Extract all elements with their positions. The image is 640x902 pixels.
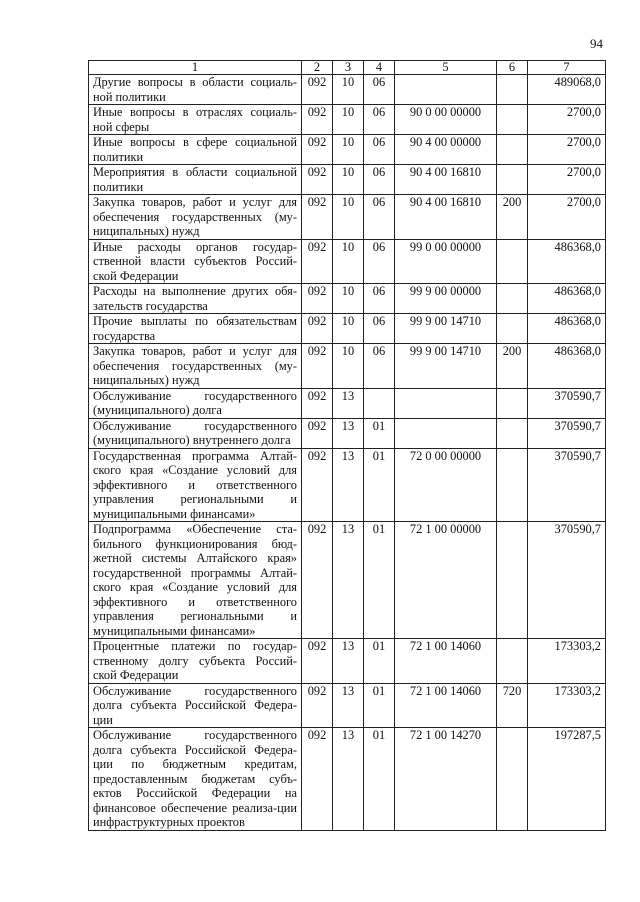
target-article-cell: 90 4 00 16810 [395,195,497,240]
column-header-2: 2 [302,61,333,75]
section-code-cell: 13 [333,683,364,728]
target-article-cell: 90 4 00 00000 [395,135,497,165]
column-header-3: 3 [333,61,364,75]
admin-code-cell: 092 [302,135,333,165]
section-code-cell: 10 [333,165,364,195]
section-code-cell: 10 [333,75,364,105]
subsection-code-cell: 01 [364,728,395,831]
amount-cell: 173303,2 [528,683,606,728]
subsection-code-cell: 06 [364,165,395,195]
section-code-cell: 13 [333,448,364,522]
expense-name-cell: Иные вопросы в сфере социальной политики [89,135,302,165]
section-code-cell: 10 [333,239,364,284]
subsection-code-cell: 06 [364,75,395,105]
budget-table [88,60,606,831]
table-row [89,314,606,344]
expense-type-cell [497,418,528,448]
amount-cell: 486368,0 [528,314,606,344]
table-row [89,75,606,105]
subsection-code-cell: 01 [364,683,395,728]
subsection-code-cell: 06 [364,239,395,284]
subsection-code-cell: 06 [364,344,395,389]
expense-type-cell [497,239,528,284]
subsection-code-cell: 01 [364,418,395,448]
expense-type-cell [497,388,528,418]
subsection-code-cell: 01 [364,522,395,639]
admin-code-cell: 092 [302,344,333,389]
expense-type-cell [497,728,528,831]
table-row [89,239,606,284]
section-code-cell: 13 [333,639,364,684]
subsection-code-cell: 06 [364,284,395,314]
target-article-cell: 99 9 00 00000 [395,284,497,314]
expense-name-cell: Государственная программа Алтай-ского края «Создание условий для эффективного и ответственного управления региональными и муниципальными финансами» [89,448,302,522]
admin-code-cell: 092 [302,75,333,105]
target-article-cell: 72 1 00 14060 [395,639,497,684]
section-code-cell: 13 [333,728,364,831]
section-code-cell: 13 [333,388,364,418]
expense-type-cell [497,284,528,314]
expense-type-cell: 200 [497,195,528,240]
expense-name-cell: Обслуживание государственного (муниципального) внутреннего долга [89,418,302,448]
table-row [89,448,606,522]
expense-type-cell [497,135,528,165]
amount-cell: 370590,7 [528,418,606,448]
admin-code-cell: 092 [302,239,333,284]
amount-cell: 370590,7 [528,388,606,418]
admin-code-cell: 092 [302,639,333,684]
expense-type-cell: 200 [497,344,528,389]
amount-cell: 486368,0 [528,239,606,284]
target-article-cell: 99 9 00 14710 [395,314,497,344]
amount-cell: 173303,2 [528,639,606,684]
subsection-code-cell [364,388,395,418]
table-body [89,75,606,831]
table-row [89,639,606,684]
table-header [89,61,606,75]
admin-code-cell: 092 [302,105,333,135]
expense-type-cell [497,75,528,105]
admin-code-cell: 092 [302,314,333,344]
expense-name-cell: Иные вопросы в отраслях социаль-ной сферы [89,105,302,135]
admin-code-cell: 092 [302,448,333,522]
target-article-cell: 90 4 00 16810 [395,165,497,195]
table-row [89,388,606,418]
amount-cell: 2700,0 [528,165,606,195]
amount-cell: 486368,0 [528,284,606,314]
target-article-cell: 72 1 00 00000 [395,522,497,639]
section-code-cell: 10 [333,284,364,314]
section-code-cell: 10 [333,105,364,135]
column-header-1: 1 [89,61,302,75]
amount-cell: 486368,0 [528,344,606,389]
section-code-cell: 13 [333,418,364,448]
table-row [89,418,606,448]
amount-cell: 370590,7 [528,522,606,639]
expense-type-cell: 720 [497,683,528,728]
section-code-cell: 10 [333,195,364,240]
admin-code-cell: 092 [302,683,333,728]
section-code-cell: 10 [333,135,364,165]
table-row [89,728,606,831]
target-article-cell [395,75,497,105]
expense-name-cell: Расходы на выполнение других обя-зательств государства [89,284,302,314]
admin-code-cell: 092 [302,388,333,418]
expense-name-cell: Обслуживание государственного (муниципального) долга [89,388,302,418]
expense-type-cell [497,314,528,344]
target-article-cell: 90 0 00 00000 [395,105,497,135]
expense-type-cell [497,522,528,639]
expense-name-cell: Процентные платежи по государ-ственному долгу субъекта Россий-ской Федерации [89,639,302,684]
admin-code-cell: 092 [302,522,333,639]
amount-cell: 370590,7 [528,448,606,522]
target-article-cell: 99 0 00 00000 [395,239,497,284]
expense-type-cell [497,639,528,684]
subsection-code-cell: 01 [364,448,395,522]
subsection-code-cell: 01 [364,639,395,684]
expense-name-cell: Обслуживание государственного долга субъекта Российской Федера-ции по бюджетным кредитам, предоставленным бюджетам субъ-ектов Российской Федерации на финансовое обеспечение реализа-ции инфраструктурных проектов [89,728,302,831]
expense-name-cell: Закупка товаров, работ и услуг для обеспечения государственных (му-ниципальных) нужд [89,344,302,389]
table-row [89,522,606,639]
table-row [89,135,606,165]
expense-name-cell: Мероприятия в области социальной политики [89,165,302,195]
target-article-cell [395,388,497,418]
admin-code-cell: 092 [302,284,333,314]
expense-name-cell: Закупка товаров, работ и услуг для обеспечения государственных (му-ниципальных) нужд [89,195,302,240]
column-header-7: 7 [528,61,606,75]
section-code-cell: 10 [333,344,364,389]
expense-name-cell: Другие вопросы в области социаль-ной политики [89,75,302,105]
amount-cell: 2700,0 [528,195,606,240]
page-number: 94 [590,36,603,51]
column-header-4: 4 [364,61,395,75]
column-header-6: 6 [497,61,528,75]
section-code-cell: 13 [333,522,364,639]
expense-name-cell: Иные расходы органов государ-ственной власти субъектов Россий-ской Федерации [89,239,302,284]
target-article-cell: 72 0 00 00000 [395,448,497,522]
table-row [89,344,606,389]
expense-name-cell: Подпрограмма «Обеспечение ста-бильного функционирования бюд-жетной системы Алтайского края» государственной программы Алтай-ского края «Создание условий для эффективного и ответственного управления региональными и муниципальными финансами» [89,522,302,639]
admin-code-cell: 092 [302,165,333,195]
table-row [89,165,606,195]
expense-type-cell [497,105,528,135]
subsection-code-cell: 06 [364,314,395,344]
expense-type-cell [497,165,528,195]
admin-code-cell: 092 [302,195,333,240]
target-article-cell: 72 1 00 14060 [395,683,497,728]
subsection-code-cell: 06 [364,135,395,165]
expense-type-cell [497,448,528,522]
admin-code-cell: 092 [302,728,333,831]
amount-cell: 489068,0 [528,75,606,105]
amount-cell: 2700,0 [528,105,606,135]
expense-name-cell: Обслуживание государственного долга субъекта Российской Федера-ции [89,683,302,728]
target-article-cell: 99 9 00 14710 [395,344,497,389]
target-article-cell [395,418,497,448]
target-article-cell: 72 1 00 14270 [395,728,497,831]
table-row [89,284,606,314]
subsection-code-cell: 06 [364,105,395,135]
table-row [89,683,606,728]
column-header-5: 5 [395,61,497,75]
expense-name-cell: Прочие выплаты по обязательствам государства [89,314,302,344]
amount-cell: 197287,5 [528,728,606,831]
subsection-code-cell: 06 [364,195,395,240]
amount-cell: 2700,0 [528,135,606,165]
header-row [89,61,606,75]
section-code-cell: 10 [333,314,364,344]
table-row [89,105,606,135]
admin-code-cell: 092 [302,418,333,448]
table-row [89,195,606,240]
